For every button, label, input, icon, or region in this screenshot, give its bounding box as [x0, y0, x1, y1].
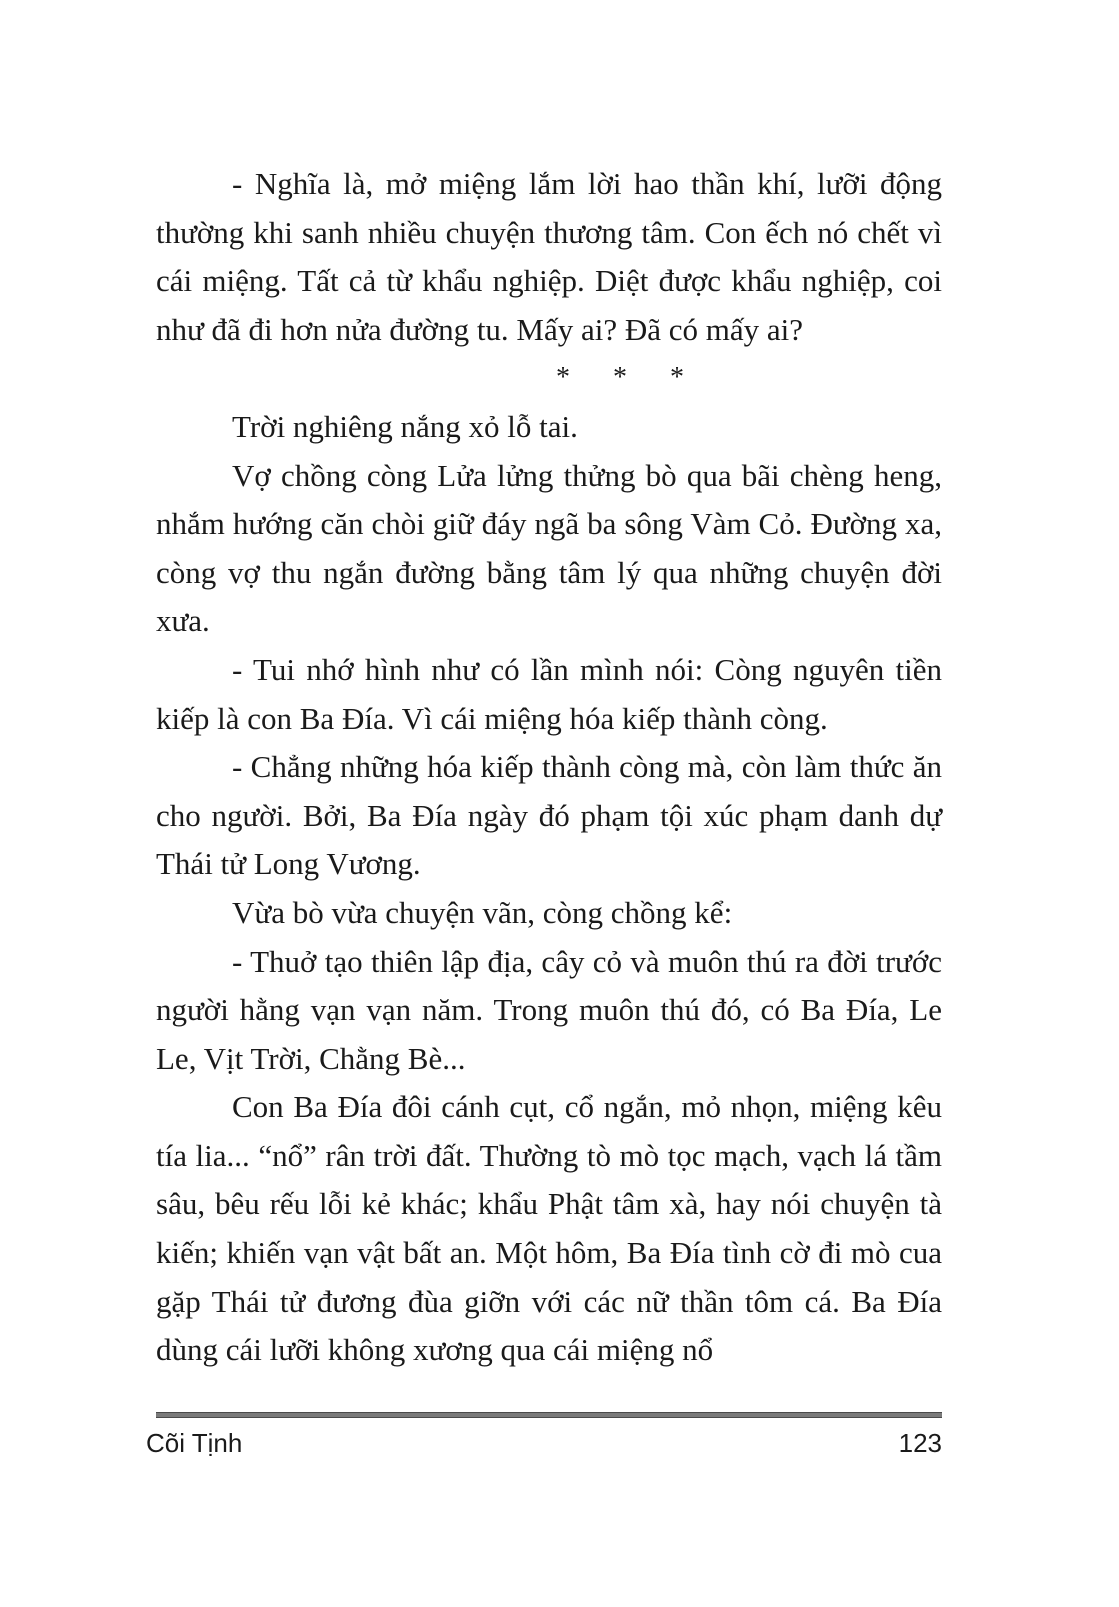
footer-book-title: Cõi Tịnh	[146, 1428, 243, 1458]
section-separator: * * *	[556, 362, 702, 394]
paragraph-3: Vợ chồng còng Lửa lửng thửng bò qua bãi chèng heng, nhắm hướng căn chòi giữ đáy ngã ba sông Vàm Cỏ. Đường xa, còng vợ thu ngắn đường bằng tâm lý qua những chuyện đời xưa.	[156, 457, 942, 639]
page-number: 123	[898, 1428, 942, 1458]
footer-divider	[156, 1412, 942, 1418]
paragraph-7: - Thuở tạo thiên lập địa, cây cỏ và muôn thú ra đời trước người hằng vạn vạn năm. Trong muôn thú đó, có Ba Đía, Le Le, Vịt Trời, Chằng Bè...	[156, 943, 942, 1076]
paragraph-1: - Nghĩa là, mở miệng lắm lời hao thần khí, lưỡi động thường khi sanh nhiều chuyện thương tâm. Con ếch nó chết vì cái miệng. Tất cả từ khẩu nghiệp. Diệt được khẩu nghiệp, coi như đã đi hơn nửa đường tu. Mấy ai? Đã có mấy ai?	[156, 166, 942, 347]
paragraph-5: - Chẳng những hóa kiếp thành còng mà, còn làm thức ăn cho người. Bởi, Ba Đía ngày đó phạm tội xúc phạm danh dự Thái tử Long Vương.	[156, 749, 942, 882]
page-body	[156, 160, 942, 1375]
paragraph-6: Vừa bò vừa chuyện vãn, còng chồng kể:	[232, 894, 733, 930]
paragraph-2: Trời nghiêng nắng xỏ lỗ tai.	[232, 408, 578, 444]
paragraph-8: Con Ba Đía đôi cánh cụt, cổ ngắn, mỏ nhọn, miệng kêu tía lia... “nổ” rân trời đất. Thường tò mò tọc mạch, vạch lá tầm sâu, bêu rếu lỗi kẻ khác; khẩu Phật tâm xà, hay nói chuyện tà kiến; khiến vạn vật bất an. Một hôm, Ba Đía tình cờ đi mò cua gặp Thái tử đương đùa giỡn với các nữ thần tôm cá. Ba Đía dùng cái lưỡi không xương qua cái miệng nổ	[156, 1089, 942, 1368]
paragraph-4: - Tui nhớ hình như có lần mình nói: Còng nguyên tiền kiếp là con Ba Đía. Vì cái miệng hóa kiếp thành còng.	[156, 651, 942, 736]
